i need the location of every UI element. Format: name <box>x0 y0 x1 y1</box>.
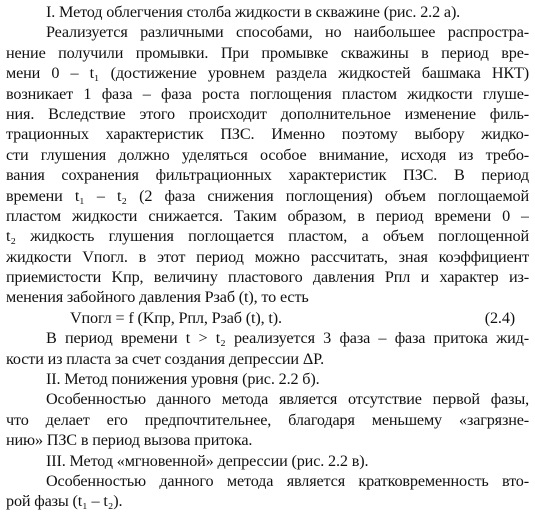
equation-body: Vпогл = f (Kпр, Pпл, Pзаб (t), t). <box>70 308 282 327</box>
text-line-8: вания сохранения фильтрационных характеристик ПЗС. В период <box>6 166 529 185</box>
text-line-1: Реализуется различными способами, но наибольшее распростра- <box>46 23 529 42</box>
text-line-20: Особенностью данного метода является отсутствие первой фазы, <box>46 390 529 409</box>
text-line-5: ния. Вследствие этого происходит дополнительное изменение филь- <box>6 104 529 123</box>
text-line-4: возникает 1 фаза – фаза роста поглощения пластом жидкости глуше- <box>6 84 529 103</box>
text-line-25: рой фазы (t₁ – t₂). <box>6 492 123 511</box>
text-line-14: менения забойного давления Pзаб (t), то есть <box>6 288 309 307</box>
text-line-7: сти глушения должно уделяться особое внимание, исходя из требо- <box>6 145 529 164</box>
equation-number: (2.4) <box>484 308 515 327</box>
text-line-2: нение получили промывки. При промывке скважины в период вре- <box>6 43 529 62</box>
text-line-6: трационных характеристик ПЗС. Именно поэтому выбору жидко- <box>6 125 529 144</box>
text-line-21: что делает его предпочтительнее, благодаря меньшему «загрязне- <box>6 410 529 429</box>
paragraph-heading-method-2: II. Метод понижения уровня (рис. 2.2 б). <box>46 370 320 389</box>
text-line-17: В период времени t > t₂ реализуется 3 фаза – фаза притока жид- <box>46 329 529 348</box>
text-line-9: времени t₁ – t₂ (2 фаза снижения поглощения) объем поглощаемой <box>6 186 529 205</box>
paragraph-heading-method-3: III. Метод «мгновенной» депрессии (рис. 2.2 в). <box>46 451 369 470</box>
paragraph-heading-method-1: I. Метод облегчения столба жидкости в скважине (рис. 2.2 а). <box>46 3 461 21</box>
equation-2-4 <box>6 308 529 328</box>
text-line-22: нию» ПЗС в период вызова притока. <box>6 431 253 450</box>
text-line-12: жидкости Vпогл. в этот период можно рассчитать, зная коэффициент <box>6 247 529 266</box>
text-line-18: кости из пласта за счет создания депрессии ΔP. <box>6 349 325 368</box>
text-line-11: t₂ жидкость глушения поглощается пластом, а объем поглощенной <box>6 227 529 246</box>
text-line-24: Особенностью данного метода является кратковременность вто- <box>46 471 529 490</box>
text-line-10: пластом жидкости снижается. Таким образом, в период времени 0 – <box>6 206 529 225</box>
text-line-3: мени 0 – t₁ (достижение уровнем раздела жидкостей башмака НКТ) <box>6 64 529 83</box>
text-line-13: приемистости Kпр, величину пластового давления Pпл и характер из- <box>6 268 529 287</box>
